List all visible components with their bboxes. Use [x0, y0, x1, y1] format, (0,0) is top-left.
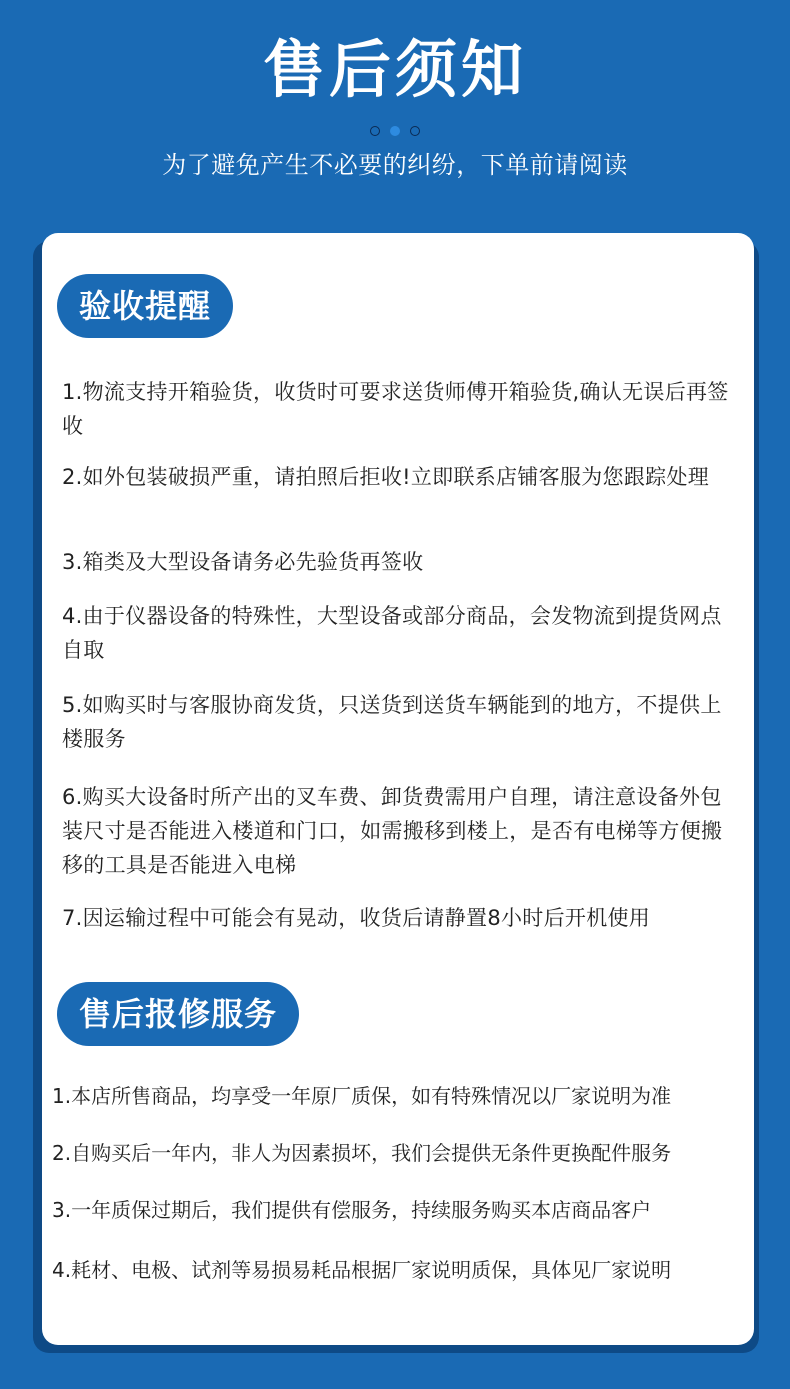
inspection-item-6: 6.购买大设备时所产出的叉车费、卸货费需用户自理，请注意设备外包装尺寸是否能进入楼道和门口，如需搬移到楼上，是否有电梯等方便搬移的工具是否能进入电梯	[62, 785, 723, 877]
repair-item-1: 1.本店所售商品，均享受一年原厂质保，如有特殊情况以厂家说明为准	[52, 1084, 672, 1108]
repair-item-3: 3.一年质保过期后，我们提供有偿服务，持续服务购买本店商品客户	[52, 1198, 652, 1222]
inspection-item-2: 2.如外包装破损严重，请拍照后拒收!立即联系店铺客服为您跟踪处理	[62, 465, 710, 489]
inspection-item-1: 1.物流支持开箱验货，收货时可要求送货师傅开箱验货,确认无误后再签收	[62, 380, 729, 438]
page-subtitle: 为了避免产生不必要的纠纷，下单前请阅读	[162, 151, 628, 179]
inspection-item-3: 3.箱类及大型设备请务必先验货再签收	[62, 550, 424, 574]
content-card	[42, 233, 754, 1345]
dot-icon	[410, 126, 420, 136]
section-heading-repair: 售后报修服务	[57, 982, 299, 1046]
dot-icon	[370, 126, 380, 136]
repair-item-4: 4.耗材、电极、试剂等易损易耗品根据厂家说明质保，具体见厂家说明	[52, 1258, 672, 1282]
dot-active-icon	[390, 126, 400, 136]
inspection-item-5: 5.如购买时与客服协商发货，只送货到送货车辆能到的地方，不提供上楼服务	[62, 693, 722, 751]
pagination-dots	[0, 126, 790, 136]
section-heading-inspection: 验收提醒	[57, 274, 233, 338]
inspection-item-7: 7.因运输过程中可能会有晃动，收货后请静置8小时后开机使用	[62, 906, 651, 930]
repair-item-2: 2.自购买后一年内，非人为因素损坏，我们会提供无条件更换配件服务	[52, 1141, 672, 1165]
page-title: 售后须知	[262, 33, 527, 106]
inspection-item-4: 4.由于仪器设备的特殊性，大型设备或部分商品，会发物流到提货网点自取	[62, 604, 722, 662]
